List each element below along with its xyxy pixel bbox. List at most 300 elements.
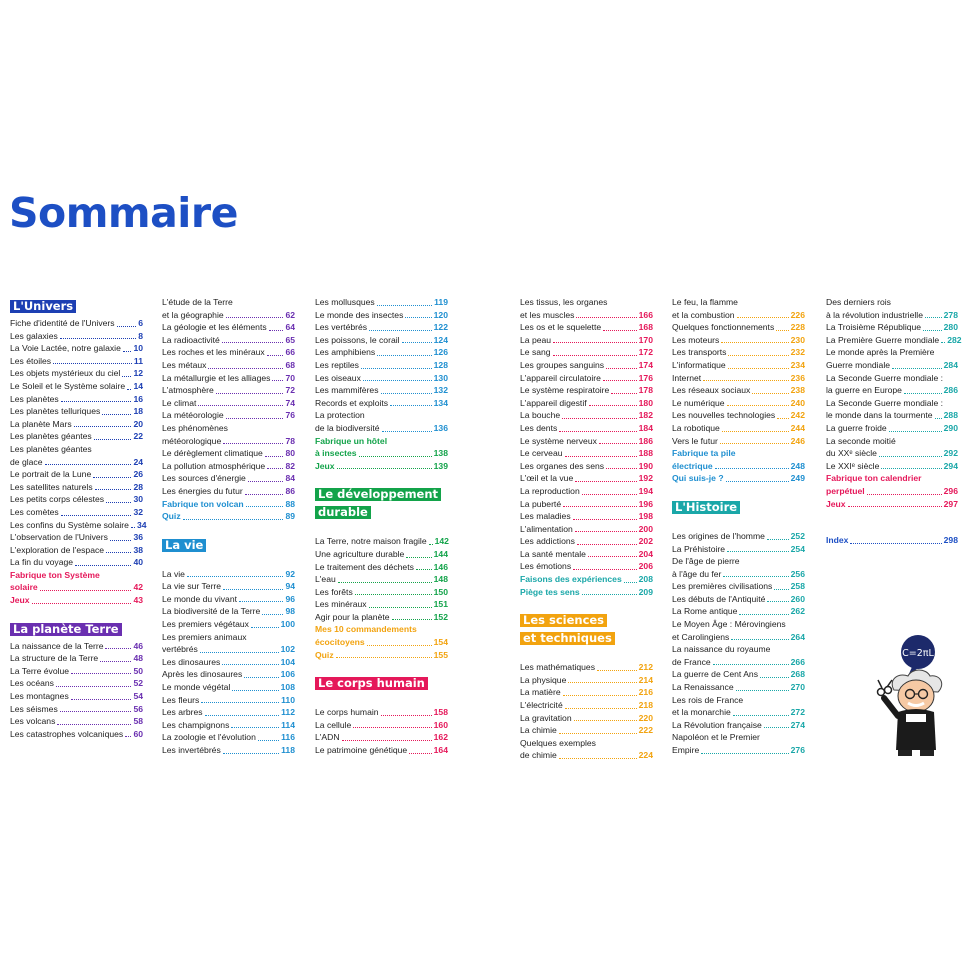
toc-entry-les-debuts-de-l-antiquite[interactable]	[672, 593, 805, 606]
toc-entry-l-etude-de-la-terre-et-la-geographie[interactable]	[162, 296, 295, 321]
dotted-leader	[848, 506, 942, 507]
toc-entry-la-biodiversite-de-la-terre[interactable]	[162, 605, 295, 618]
toc-page-number: 46	[133, 640, 143, 651]
toc-entry-les-catastrophes-volcaniques[interactable]	[10, 728, 143, 741]
toc-entry-le-climat[interactable]	[162, 397, 295, 410]
toc-entry-la-pollution-atmospherique[interactable]	[162, 460, 295, 473]
toc-entry-title: L'atmosphère	[162, 385, 214, 396]
toc-entry-le-dereglement-climatique[interactable]	[162, 447, 295, 460]
dotted-leader	[703, 380, 789, 381]
toc-entry-le-numerique[interactable]	[672, 397, 805, 410]
toc-page-number: 42	[133, 582, 143, 593]
toc-page-number: 228	[790, 322, 805, 333]
toc-page-number: 92	[285, 568, 295, 579]
toc-entry-title-line: Napoléon et le Premier	[672, 732, 760, 743]
toc-entry-les-premieres-civilisations[interactable]	[672, 580, 805, 593]
dotted-leader	[61, 515, 132, 516]
dotted-leader	[728, 355, 788, 356]
toc-page-number: 78	[285, 435, 295, 446]
dotted-leader	[737, 317, 789, 318]
section-header-les-sciences-et-techniques	[520, 611, 653, 647]
toc-entry-title: Les confins du Système solaire	[10, 519, 129, 530]
toc-page-number: 56	[133, 703, 143, 714]
toc-entry-les-mammiferes[interactable]	[315, 384, 448, 397]
toc-entry-title: Les arbres	[162, 707, 203, 718]
toc-page-number: 36	[133, 532, 143, 543]
toc-entry-title-line: Fabrique ton Système	[10, 569, 100, 580]
toc-page-number: 226	[790, 309, 805, 320]
toc-entry-les-vertebres[interactable]	[315, 321, 448, 334]
toc-entry-les-oceans[interactable]	[10, 677, 143, 690]
dotted-leader	[198, 405, 283, 406]
toc-entry-la-sante-mentale[interactable]	[520, 548, 653, 561]
toc-entry-les-poissons-le-corail[interactable]	[315, 334, 448, 347]
toc-page-number: 151	[433, 599, 448, 610]
toc-entry-la-terre-evolue[interactable]	[10, 665, 143, 678]
toc-entry-les-roches-et-les-mineraux[interactable]	[162, 346, 295, 359]
toc-entry-les-organes-des-sens[interactable]	[520, 460, 653, 473]
toc-entry-les-mineraux[interactable]	[315, 598, 448, 611]
dotted-leader	[565, 708, 637, 709]
dotted-leader	[226, 317, 284, 318]
dotted-leader	[45, 464, 132, 465]
toc-entry-les-sources-d-energie[interactable]	[162, 472, 295, 485]
toc-entry-les-satellites-naturels[interactable]	[10, 481, 143, 494]
section-header-label: La vie	[162, 539, 206, 552]
toc-entry-title: Le système nerveux	[520, 435, 597, 446]
toc-entry-title: Le numérique	[672, 397, 725, 408]
toc-entry-title: La peau	[520, 334, 552, 345]
toc-page-number: 209	[638, 586, 653, 597]
toc-entry-title: La zoologie et l'évolution	[162, 732, 256, 743]
toc-entry-la-physique[interactable]	[520, 674, 653, 687]
toc-entry-le-monde-des-insectes[interactable]	[315, 309, 448, 322]
toc-entry-les-emotions[interactable]	[520, 560, 653, 573]
toc-entry-la-revolution-francaise[interactable]	[672, 719, 805, 732]
toc-page-number: 190	[638, 460, 653, 471]
dotted-leader	[223, 443, 283, 444]
toc-entry-title: de chimie	[520, 750, 557, 761]
dotted-leader	[752, 393, 788, 394]
toc-entry-la-naissance-du-royaume-de-france[interactable]	[672, 643, 805, 668]
toc-entry-les-etoiles[interactable]	[10, 355, 143, 368]
toc-entry-fabrique-ton-systeme-solaire[interactable]	[10, 569, 143, 594]
toc-entry-la-planete-mars[interactable]	[10, 418, 143, 431]
toc-page-number: 297	[943, 498, 958, 509]
toc-entry-title: solaire	[10, 582, 38, 593]
toc-entry-jeux[interactable]	[10, 594, 143, 607]
toc-entry-la-naissance-de-la-terre[interactable]	[10, 640, 143, 653]
toc-entry-les-phenomenes-meteorologique[interactable]	[162, 422, 295, 447]
toc-entry-les-premiers-animaux-vertebres[interactable]	[162, 631, 295, 656]
toc-entry-internet[interactable]	[672, 372, 805, 385]
dotted-leader	[603, 330, 636, 331]
toc-page-number: 180	[638, 397, 653, 408]
dotted-leader	[56, 686, 131, 687]
toc-page-number: 234	[790, 359, 805, 370]
toc-entry-title: Les premiers végétaux	[162, 619, 249, 630]
toc-entry-title: Les nouvelles technologies	[672, 410, 776, 421]
toc-entry-title: L'électricité	[520, 700, 563, 711]
toc-entry-fabrique-ta-pile-electrique[interactable]	[672, 447, 805, 472]
toc-entry-qui-suis-je[interactable]	[672, 472, 805, 485]
toc-entry-la-terre-notre-maison-fragile[interactable]	[315, 535, 448, 548]
toc-page-number: 58	[133, 716, 143, 727]
toc-entry-title: Les roches et les minéraux	[162, 347, 265, 358]
toc-entry-le-monde-vegetal[interactable]	[162, 681, 295, 694]
toc-entry-la-renaissance[interactable]	[672, 681, 805, 694]
toc-entry-les-cometes[interactable]	[10, 506, 143, 519]
toc-entry-quelques-fonctionnements[interactable]	[672, 321, 805, 334]
toc-entry-le-monde-apres-la-premiere-guerre-mondia[interactable]	[826, 346, 958, 371]
toc-entry-index[interactable]	[826, 534, 958, 547]
toc-entry-les-fleurs[interactable]	[162, 694, 295, 707]
dotted-leader	[563, 506, 637, 507]
toc-entry-les-maladies[interactable]	[520, 510, 653, 523]
toc-entry-la-metallurgie-et-les-alliages[interactable]	[162, 372, 295, 385]
dotted-leader	[269, 330, 284, 331]
dotted-leader	[559, 733, 637, 734]
dotted-leader	[57, 724, 131, 725]
toc-page-number: 10	[133, 343, 143, 354]
toc-entry-la-zoologie-et-l-evolution[interactable]	[162, 731, 295, 744]
toc-entry-des-derniers-rois-a-la-revolution-indust[interactable]	[826, 296, 958, 321]
toc-entry-la-vie-sur-terre[interactable]	[162, 580, 295, 593]
toc-entry-title: Jeux	[10, 595, 30, 606]
toc-entry-jeux[interactable]	[315, 460, 448, 473]
toc-page-number: 64	[285, 322, 295, 333]
spacer	[162, 523, 295, 535]
dotted-leader	[381, 715, 432, 716]
toc-entry-l-adn[interactable]	[315, 731, 448, 744]
toc-entry-quiz[interactable]	[315, 649, 448, 662]
toc-page-number: 290	[943, 422, 958, 433]
toc-page-number: 160	[433, 719, 448, 730]
toc-page-number: 6	[138, 318, 143, 328]
toc-entry-title: Les reptiles	[315, 359, 359, 370]
dotted-leader	[733, 715, 789, 716]
toc-page-number: 192	[638, 473, 653, 484]
toc-entry-title-line: La seconde moitié	[826, 435, 896, 446]
toc-entry-le-corps-humain[interactable]	[315, 706, 448, 719]
toc-entry-la-geologie-et-les-elements[interactable]	[162, 321, 295, 334]
toc-page-number: 80	[285, 448, 295, 459]
toc-entry-la-meteorologie[interactable]	[162, 409, 295, 422]
toc-entry-les-objets-mysterieux-du-ciel[interactable]	[10, 367, 143, 380]
toc-entry-les-amphibiens[interactable]	[315, 346, 448, 359]
toc-entry-les-energies-du-futur[interactable]	[162, 485, 295, 498]
toc-entry-la-vie[interactable]	[162, 568, 295, 581]
toc-entry-les-rois-de-france-et-la-monarchie[interactable]	[672, 694, 805, 719]
toc-page-number: 144	[433, 548, 448, 559]
toc-entry-les-confins-du-systeme-solaire[interactable]	[10, 519, 147, 532]
toc-entry-title: Faisons des expériences	[520, 574, 622, 585]
toc-column	[826, 296, 962, 547]
toc-page-number: 292	[943, 448, 958, 459]
toc-entry-l-alimentation[interactable]	[520, 523, 653, 536]
dotted-leader	[94, 439, 132, 440]
toc-entry-le-monde-du-vivant[interactable]	[162, 593, 295, 606]
dotted-leader	[722, 431, 789, 432]
toc-entry-la-peau[interactable]	[520, 334, 653, 347]
toc-entry-les-planetes[interactable]	[10, 393, 143, 406]
dotted-leader	[568, 682, 636, 683]
toc-entry-le-patrimoine-genetique[interactable]	[315, 744, 448, 757]
toc-entry-le-soleil-et-le-systeme-solaire[interactable]	[10, 380, 143, 393]
toc-entry-les-champignons[interactable]	[162, 719, 295, 732]
toc-entry-les-dinosaures[interactable]	[162, 656, 295, 669]
toc-entry-les-arbres[interactable]	[162, 706, 295, 719]
toc-entry-title: Le cerveau	[520, 448, 563, 459]
toc-entry-la-matiere[interactable]	[520, 686, 653, 699]
toc-entry-vers-le-futur[interactable]	[672, 435, 805, 448]
toc-entry-title: L'appareil circulatoire	[520, 372, 601, 383]
dotted-leader	[767, 539, 789, 540]
toc-entry-title: L'ADN	[315, 732, 340, 743]
toc-entry-la-radioactivite[interactable]	[162, 334, 295, 347]
toc-entry-title: Les galaxies	[10, 330, 58, 341]
dotted-leader	[889, 431, 942, 432]
toc-page-number: 106	[280, 669, 295, 680]
toc-entry-le-portrait-de-la-lune[interactable]	[10, 468, 143, 481]
toc-entry-faisons-des-experiences[interactable]	[520, 573, 653, 586]
toc-entry-title-line: Les planètes géantes	[10, 443, 92, 454]
toc-entry-le-systeme-nerveux[interactable]	[520, 435, 653, 448]
toc-entry-les-transports[interactable]	[672, 346, 805, 359]
toc-entry-l-eau[interactable]	[315, 573, 448, 586]
toc-entry-fabrique-ton-volcan[interactable]	[162, 498, 295, 511]
dotted-leader	[239, 601, 283, 602]
dotted-leader	[32, 603, 132, 604]
toc-entry-records-et-exploits[interactable]	[315, 397, 448, 410]
toc-page-number: 100	[280, 619, 295, 630]
toc-entry-fiche-d-identite-de-l-univers[interactable]	[10, 317, 143, 330]
toc-entry-l-atmosphere[interactable]	[162, 384, 295, 397]
section-header-label: Le développement	[315, 488, 441, 501]
dotted-leader	[776, 330, 788, 331]
toc-entry-les-seismes[interactable]	[10, 703, 143, 716]
toc-entry-les-origines-de-l-homme[interactable]	[672, 530, 805, 543]
toc-entry-le-moyen-age-merovingiens-et-carolingien[interactable]	[672, 618, 805, 643]
toc-entry-la-gravitation[interactable]	[520, 712, 653, 725]
toc-page-number: 232	[790, 347, 805, 358]
toc-entry-la-cellule[interactable]	[315, 719, 448, 732]
toc-entry-les-planetes-geantes[interactable]	[10, 430, 143, 443]
toc-entry-title: et les muscles	[520, 309, 575, 320]
toc-page-number: 102	[280, 644, 295, 655]
toc-entry-les-groupes-sanguins[interactable]	[520, 359, 653, 372]
toc-entry-l-appareil-digestif[interactable]	[520, 397, 653, 410]
toc-page-number: 40	[133, 557, 143, 568]
toc-entry-title: Les étoiles	[10, 355, 52, 366]
toc-entry-fabrique-un-hotel-a-insectes[interactable]	[315, 435, 448, 460]
toc-entry-title: Le monde végétal	[162, 682, 231, 693]
toc-entry-les-oiseaux[interactable]	[315, 372, 448, 385]
toc-entry-la-guerre-froide[interactable]	[826, 422, 958, 435]
toc-page-number: 252	[790, 530, 805, 541]
toc-entry-title: La radioactivité	[162, 334, 220, 345]
toc-entry-napoleon-et-le-premier-empire[interactable]	[672, 731, 805, 756]
toc-page-number: 66	[285, 347, 295, 358]
dotted-leader	[251, 627, 279, 628]
toc-entry-title: Le portrait de la Lune	[10, 469, 92, 480]
toc-page-number: 16	[133, 393, 143, 404]
toc-entry-title: Les mollusques	[315, 297, 375, 307]
toc-entry-les-premiers-vegetaux[interactable]	[162, 618, 295, 631]
toc-entry-les-reseaux-sociaux[interactable]	[672, 384, 805, 397]
toc-entry-les-forets[interactable]	[315, 586, 448, 599]
toc-entry-la-chimie[interactable]	[520, 724, 653, 737]
toc-entry-les-montagnes[interactable]	[10, 690, 143, 703]
toc-entry-la-rome-antique[interactable]	[672, 605, 805, 618]
dotted-leader	[216, 393, 284, 394]
toc-entry-les-nouvelles-technologies[interactable]	[672, 409, 805, 422]
toc-entry-de-l-age-de-pierre-a-l-age-du-fer[interactable]	[672, 555, 805, 580]
toc-entry-le-feu-la-flamme-et-la-combustion[interactable]	[672, 296, 805, 321]
toc-entry-les-planetes-geantes-de-glace[interactable]	[10, 443, 143, 468]
toc-entry-l-informatique[interactable]	[672, 359, 805, 372]
toc-entry-la-puberte[interactable]	[520, 498, 653, 511]
toc-entry-title: L'exploration de l'espace	[10, 544, 105, 555]
toc-entry-la-protection-de-la-biodiversite[interactable]	[315, 409, 448, 434]
dotted-leader	[764, 727, 789, 728]
dotted-leader	[881, 468, 941, 469]
toc-entry-le-xxi-siecle[interactable]	[826, 460, 958, 473]
toc-page-number: 52	[133, 678, 143, 689]
toc-entry-l-electricite[interactable]	[520, 699, 653, 712]
dotted-leader	[131, 527, 135, 528]
dotted-leader	[713, 664, 789, 665]
toc-entry-title: vertébrés	[162, 644, 198, 655]
section-header-la-vie	[162, 536, 295, 554]
toc-entry-le-cerveau[interactable]	[520, 447, 653, 460]
toc-entry-agir-pour-la-planete[interactable]	[315, 611, 448, 624]
toc-entry-les-invertebres[interactable]	[162, 744, 295, 757]
toc-page-number: 138	[433, 448, 448, 459]
dotted-leader	[361, 368, 432, 369]
toc-page-number: 194	[638, 485, 653, 496]
toc-entry-title: Le Soleil et le Système solaire	[10, 380, 126, 391]
dotted-leader	[553, 342, 637, 343]
toc-entry-title: et la combustion	[672, 309, 735, 320]
toc-entry-title: La Voie Lactée, notre galaxie	[10, 343, 121, 354]
toc-page-number: 246	[790, 435, 805, 446]
toc-entry-la-robotique[interactable]	[672, 422, 805, 435]
toc-entry-la-reproduction[interactable]	[520, 485, 653, 498]
toc-entry-la-seconde-guerre-mondiale-le-monde-dans[interactable]	[826, 397, 958, 422]
dotted-leader	[390, 405, 432, 406]
toc-entry-la-voie-lactee-notre-galaxie[interactable]	[10, 342, 143, 355]
section-header-label: et techniques	[520, 632, 615, 645]
toc-entry-la-bouche[interactable]	[520, 409, 653, 422]
toc-entry-une-agriculture-durable[interactable]	[315, 548, 448, 561]
toc-entry-les-addictions[interactable]	[520, 535, 653, 548]
dotted-leader	[573, 569, 637, 570]
toc-entry-les-petits-corps-celestes[interactable]	[10, 493, 143, 506]
toc-entry-piege-tes-sens[interactable]	[520, 586, 653, 599]
toc-entry-l-appareil-circulatoire[interactable]	[520, 372, 653, 385]
toc-entry-les-reptiles[interactable]	[315, 359, 448, 372]
toc-entry-quelques-exemples-de-chimie[interactable]	[520, 737, 653, 762]
toc-page-number: 176	[638, 372, 653, 383]
toc-entry-l-il-et-la-vue[interactable]	[520, 472, 653, 485]
dotted-leader	[95, 489, 132, 490]
toc-entry-title: La biodiversité de la Terre	[162, 606, 261, 617]
toc-entry-les-mollusques[interactable]	[315, 296, 448, 309]
toc-entry-title: Les planètes géantes	[10, 431, 92, 442]
toc-entry-la-seconde-moitie-du-xx-siecle[interactable]	[826, 435, 958, 460]
toc-entry-fabrique-ton-calendrier-perpetuel[interactable]	[826, 472, 958, 497]
toc-entry-la-troisieme-republique[interactable]	[826, 321, 958, 334]
dotted-leader	[575, 531, 637, 532]
toc-page-number: 268	[790, 669, 805, 680]
toc-entry-la-premiere-guerre-mondiale[interactable]	[826, 334, 962, 347]
toc-entry-title: La métallurgie et les alliages	[162, 372, 271, 383]
toc-entry-les-tissus-les-organes-et-les-muscles[interactable]	[520, 296, 653, 321]
toc-entry-title-line: Quelques exemples	[520, 737, 596, 748]
toc-entry-la-fin-du-voyage[interactable]	[10, 556, 143, 569]
section-header-label: La planète Terre	[10, 623, 122, 636]
dotted-leader	[110, 540, 132, 541]
toc-entry-les-dents[interactable]	[520, 422, 653, 435]
dotted-leader	[774, 589, 788, 590]
dotted-leader	[106, 502, 131, 503]
toc-page-number: 208	[638, 574, 653, 585]
toc-entry-les-planetes-telluriques[interactable]	[10, 405, 143, 418]
toc-entry-mes-10-commandements-ecocitoyens[interactable]	[315, 623, 448, 648]
toc-entry-title: Le XXIᵉ siècle	[826, 460, 880, 471]
toc-entry-apres-les-dinosaures[interactable]	[162, 668, 295, 681]
dotted-leader	[720, 443, 789, 444]
toc-entry-title-line: Des derniers rois	[826, 297, 891, 307]
toc-entry-jeux[interactable]	[826, 498, 958, 511]
dotted-leader	[231, 727, 279, 728]
toc-entry-la-prehistoire[interactable]	[672, 543, 805, 556]
dotted-leader	[575, 481, 636, 482]
toc-page-number: 116	[281, 732, 295, 743]
toc-entry-title: Piège tes sens	[520, 586, 580, 597]
spacer	[10, 607, 143, 619]
dotted-leader	[102, 414, 131, 415]
toc-page-number: 272	[790, 707, 805, 718]
toc-entry-la-guerre-de-cent-ans[interactable]	[672, 668, 805, 681]
toc-entry-title: Les dents	[520, 422, 558, 433]
dotted-leader	[208, 368, 283, 369]
toc-page-number: 22	[133, 431, 143, 442]
toc-entry-les-volcans[interactable]	[10, 715, 143, 728]
toc-entry-les-galaxies[interactable]	[10, 330, 143, 343]
toc-entry-les-moteurs[interactable]	[672, 334, 805, 347]
toc-entry-la-seconde-guerre-mondiale-la-guerre-en-[interactable]	[826, 372, 958, 397]
toc-entry-le-sang[interactable]	[520, 346, 653, 359]
toc-entry-title: Une agriculture durable	[315, 548, 405, 559]
toc-entry-les-metaux[interactable]	[162, 359, 295, 372]
toc-page-number: 122	[433, 322, 448, 333]
dotted-leader	[760, 677, 789, 678]
toc-entry-le-systeme-respiratoire[interactable]	[520, 384, 653, 397]
toc-entry-l-observation-de-l-univers[interactable]	[10, 531, 143, 544]
toc-entry-title: Les os et le squelette	[520, 322, 602, 333]
toc-entry-quiz[interactable]	[162, 510, 295, 523]
toc-entry-title-line: L'étude de la Terre	[162, 297, 233, 307]
toc-entry-l-exploration-de-l-espace[interactable]	[10, 544, 143, 557]
dotted-leader	[576, 317, 636, 318]
toc-entry-les-mathematiques[interactable]	[520, 661, 653, 674]
dotted-leader	[377, 355, 431, 356]
toc-entry-la-structure-de-la-terre[interactable]	[10, 652, 143, 665]
toc-entry-le-traitement-des-dechets[interactable]	[315, 561, 448, 574]
toc-entry-les-os-et-le-squelette[interactable]	[520, 321, 653, 334]
